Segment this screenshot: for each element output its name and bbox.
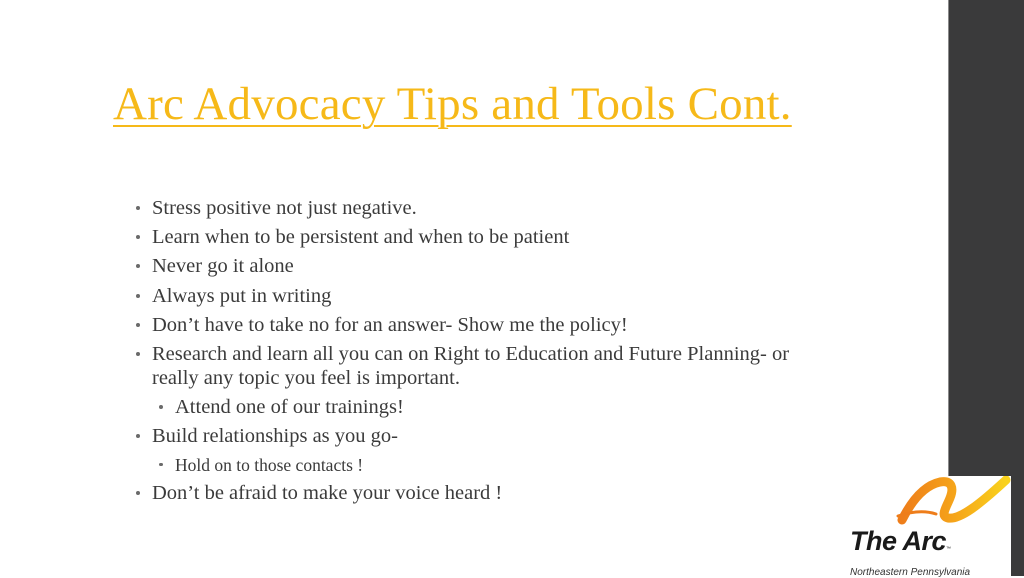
logo-trademark: ™ — [946, 546, 951, 552]
slide-title: Arc Advocacy Tips and Tools Cont. — [113, 78, 792, 130]
bullet-item — [133, 313, 823, 337]
bullet-dot-icon — [136, 434, 140, 438]
bullet-dot-icon — [136, 206, 140, 210]
logo-subtitle: Northeastern Pennsylvania — [850, 567, 971, 578]
the-arc-logo — [840, 476, 1011, 576]
bullet-item — [133, 225, 823, 249]
bullet-text: Always put in writing — [152, 284, 332, 307]
bullet-text: Learn when to be persistent and when to be patient — [152, 226, 570, 249]
bullet-item — [133, 254, 823, 278]
logo-wordmark — [850, 526, 951, 557]
sub-bullet-item — [156, 395, 823, 419]
logo-name: The Arc — [850, 526, 947, 556]
bullet-item — [133, 196, 823, 220]
bullet-dot-icon — [136, 491, 140, 495]
bullet-text: Hold on to those contacts ! — [175, 454, 364, 475]
bullet-text: Don’t have to take no for an answer- Show me the policy! — [152, 313, 628, 336]
bullet-text: Attend one of our trainings! — [175, 396, 404, 419]
bullet-dot-icon — [159, 463, 163, 467]
bullet-item — [133, 424, 823, 448]
bullet-text: Stress positive not just negative. — [152, 197, 417, 219]
bullet-text: Research and learn all you can on Right to Education and Future Planning- or really any topic you feel is important. — [152, 342, 790, 389]
bullet-text: Never go it alone — [152, 255, 294, 278]
bullet-item — [133, 481, 823, 505]
bullet-dot-icon — [136, 352, 140, 356]
bullet-item — [133, 342, 823, 390]
bullet-dot-icon — [136, 323, 140, 327]
bullet-dot-icon — [159, 405, 163, 409]
bullet-item — [133, 284, 823, 308]
bullet-text: Build relationships as you go- — [152, 425, 398, 448]
sub-bullet-item — [156, 454, 823, 476]
bullet-dot-icon — [136, 294, 140, 298]
bullet-text: Don’t be afraid to make your voice heard ! — [152, 481, 503, 504]
bullet-list — [133, 196, 823, 510]
bullet-dot-icon — [136, 235, 140, 239]
bullet-dot-icon — [136, 264, 140, 268]
